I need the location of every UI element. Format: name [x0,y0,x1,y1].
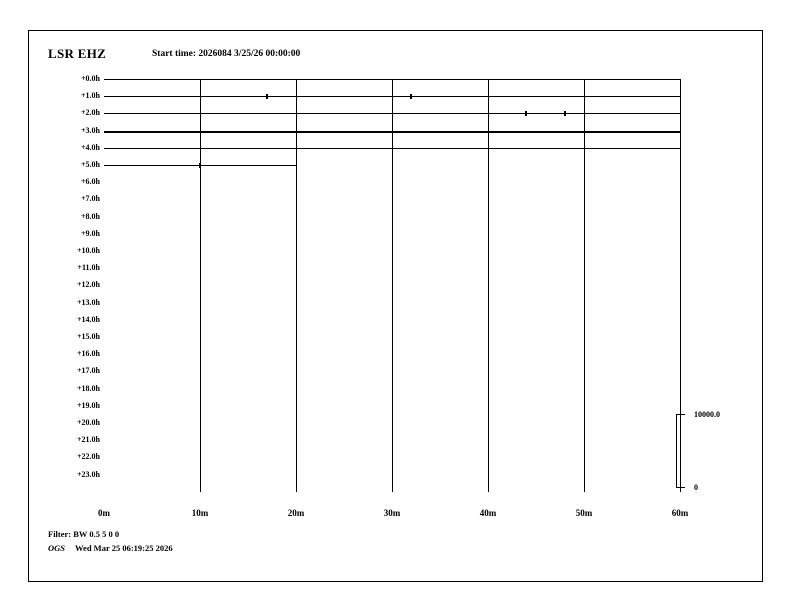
x-axis-tick-label: 50m [575,508,593,518]
scale-min-label: 0 [694,483,698,492]
start-time-label: Start time: 2026084 3/25/26 00:00:00 [152,49,301,59]
footer-line [48,543,173,553]
y-axis-tick-label: +11.0h [77,263,100,273]
scale-bar-tick-top [676,414,685,415]
y-axis-tick-label: +21.0h [76,435,100,445]
x-axis-tick-label: 10m [191,508,209,518]
y-axis-tick-label: +19.0h [76,400,100,410]
grid-line-x [296,79,297,492]
grid-line-x [200,79,201,492]
y-axis-tick-label: +15.0h [76,332,100,341]
y-axis-tick-label: +14.0h [76,314,100,324]
grid-line-x [488,79,489,492]
y-axis-tick-label: +3.0h [80,125,100,135]
scale-bar-line [676,414,677,488]
trace-event-marker [199,163,201,168]
x-axis-tick-label: 0m [98,508,110,518]
y-axis-tick-label: +23.0h [76,469,100,479]
seismogram-trace [104,96,680,97]
seismogram-trace [104,113,680,114]
y-axis-tick-label: +16.0h [76,349,100,359]
page-title: LSR EHZ [48,46,107,61]
trace-event-marker [525,111,527,116]
x-axis-tick-label: 30m [383,508,401,518]
seismogram-trace [104,148,680,149]
y-axis-tick-label: +1.0h [80,91,100,101]
y-axis-tick-label: +8.0h [80,211,100,221]
amplitude-scale-bar [676,414,690,488]
y-axis-tick-label: +12.0h [76,280,100,290]
y-axis-tick-label: +5.0h [80,160,100,169]
trace-event-marker [564,111,566,116]
seismogram-trace [104,79,680,80]
agency-label: OGS [48,543,66,553]
x-axis-tick-label: 60m [671,508,689,518]
y-axis-tick-label: +9.0h [80,228,100,238]
y-axis-tick-label: +10.0h [76,246,100,255]
filter-label: Filter: BW 0.5 5 0 0 [48,529,120,539]
grid-line-x [584,79,585,492]
y-axis-tick-label: +4.0h [80,142,100,152]
x-axis-tick-label: 20m [287,508,305,518]
trace-event-marker [266,94,268,99]
y-axis-tick-label: +20.0h [76,418,100,427]
trace-event-marker [410,94,412,99]
y-axis-tick-label: +22.0h [76,452,100,462]
y-axis-tick-label: +13.0h [76,297,100,307]
plot-area [104,79,680,492]
y-axis-tick-label: +0.0h [80,74,100,83]
y-axis-tick-label: +18.0h [76,383,100,393]
y-axis-tick-label: +2.0h [80,108,100,118]
scale-max-label: 10000.0 [694,410,720,419]
scale-bar-tick-bottom [676,487,685,488]
seismogram-trace [104,131,680,133]
grid-line-x [392,79,393,492]
y-axis-tick-label: +17.0h [76,366,100,376]
render-timestamp: Wed Mar 25 06:19:25 2026 [75,543,173,553]
y-axis-tick-label: +7.0h [80,194,100,204]
x-axis-tick-label: 40m [479,508,497,518]
y-axis-tick-label: +6.0h [80,177,100,187]
y-axis-labels [52,0,100,612]
